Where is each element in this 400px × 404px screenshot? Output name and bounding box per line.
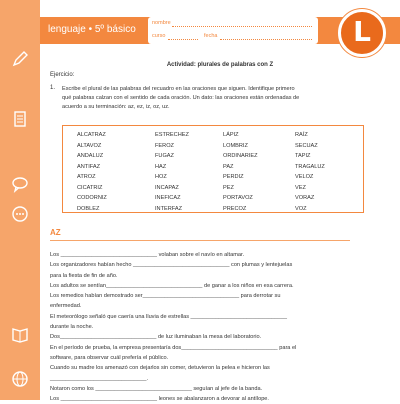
word-item: PORTAVOZ (223, 195, 253, 201)
sentence-line: En el período de prueba, la empresa presentaría dos_______________________________ para el (50, 344, 297, 351)
sentence-line: _______________________________. (50, 375, 148, 382)
word-item: LOMBRIZ (223, 142, 248, 149)
word-item: INTERFAZ (155, 205, 183, 212)
word-item: ATROZ (77, 174, 96, 180)
word-item: SECUAZ (295, 142, 318, 149)
word-item: DOBLEZ (77, 205, 100, 212)
word-item: PEZ (223, 184, 234, 191)
sentence-line: Los organizadores habían hecho _______________________________ con plumas y lentejuelas (50, 262, 293, 269)
subject-badge (338, 9, 386, 57)
sentence-line: Cuando su madre los amenazó con dejarlos sin comer, detuvieron la pelea e hicieron las (50, 365, 270, 372)
word-column (295, 130, 325, 214)
instruction-line: qué palabras calzan con el sentido de cada oración. Un dato: las oraciones están ordenadas de (62, 95, 300, 101)
word-item: HAZ (155, 163, 167, 170)
book-icon (11, 325, 29, 343)
section-heading: AZ (50, 228, 61, 237)
word-item: ANDALUZ (77, 153, 104, 159)
sentence-line: Notaron como los _______________________________ seguían al jefe de la banda. (50, 385, 263, 392)
left-sidebar (0, 0, 40, 400)
word-item: ALCATRAZ (77, 132, 106, 138)
sentence-line: para la fiesta de fin de año. (50, 272, 118, 279)
sentence-line: enfermedad. (50, 303, 82, 310)
subject-label: lenguaje • 5º básico (48, 24, 136, 35)
course-field[interactable] (168, 39, 198, 40)
chat-bubble-icon (11, 175, 29, 193)
word-column (77, 130, 107, 214)
word-item: VORAZ (295, 195, 315, 201)
word-item: INCAPAZ (155, 184, 179, 191)
instruction-line: Escribe el plural de las palabras del recuadro en las oraciones que siguen. Identifique primero (62, 86, 295, 92)
word-item: PRECOZ (223, 205, 247, 212)
sentence-list (50, 250, 362, 404)
activity-title: Actividad: plurales de palabras con Z (166, 62, 274, 68)
instruction-line: acuerdo a su terminación: az, ez, iz, oz, uz. (62, 104, 170, 110)
sentence-line: El meteorólogo señaló que caería una lluvia de estrellas _______________________________ (50, 313, 287, 320)
course-label: curso (152, 33, 166, 39)
word-column (223, 130, 258, 214)
word-box (62, 125, 364, 213)
word-item: RAÍZ (295, 132, 308, 138)
sentence-line: durante la noche. (50, 324, 94, 331)
sentence-line: Dos_______________________________ de luz iluminaban la mesa del laboratorio. (50, 334, 262, 341)
word-item: CICATRIZ (77, 184, 103, 191)
word-item: INEFICAZ (155, 195, 181, 201)
word-column (155, 130, 189, 214)
word-item: TRAGALUZ (295, 163, 325, 170)
word-item: VELOZ (295, 174, 314, 180)
sentence-line: software, para observar cuál prefería el público. (50, 354, 169, 361)
word-item: ANTIFAZ (77, 163, 100, 170)
date-field[interactable] (220, 39, 312, 40)
sentence-line: Los _______________________________ leones se abalanzaron a devorar al antílope. (50, 396, 269, 403)
name-label: nombre (152, 20, 171, 26)
pencil-icon (11, 50, 29, 68)
word-item: FUGAZ (155, 153, 174, 159)
word-item: ALTAVOZ (77, 142, 102, 149)
name-field[interactable] (172, 26, 312, 27)
student-info-box (148, 17, 318, 44)
date-label: fecha (204, 33, 218, 39)
word-item: CODORNIZ (77, 195, 107, 201)
word-item: FEROZ (155, 142, 174, 149)
word-item: ESTRECHEZ (155, 132, 189, 138)
speech-bubble-icon (11, 205, 29, 223)
document-icon (11, 110, 29, 128)
word-item: VOZ (295, 205, 307, 212)
instruction-text (62, 85, 362, 112)
sentence-line: Los adultos se sentían_______________________________ de ganar a los niños en esa carrera. (50, 282, 294, 289)
word-item: LÁPIZ (223, 132, 239, 138)
word-item: PERDIZ (223, 174, 244, 180)
exercise-label: Ejercicio: (50, 72, 75, 78)
sentence-line: Los remedios habían demostrado ser_______________________________ para derrotar su (50, 293, 281, 300)
sentence-line: Los _______________________________ volaban sobre el navío en altamar. (50, 252, 245, 258)
badge-letter: L (353, 15, 371, 48)
word-item: ORDINARIEZ (223, 153, 258, 159)
word-item: TAPIZ (295, 153, 311, 159)
section-divider (50, 240, 350, 241)
word-item: PAZ (223, 163, 234, 170)
exercise-number: 1. (50, 85, 56, 91)
globe-icon (11, 370, 29, 388)
word-item: HOZ (155, 174, 167, 180)
word-item: VEZ (295, 184, 306, 191)
